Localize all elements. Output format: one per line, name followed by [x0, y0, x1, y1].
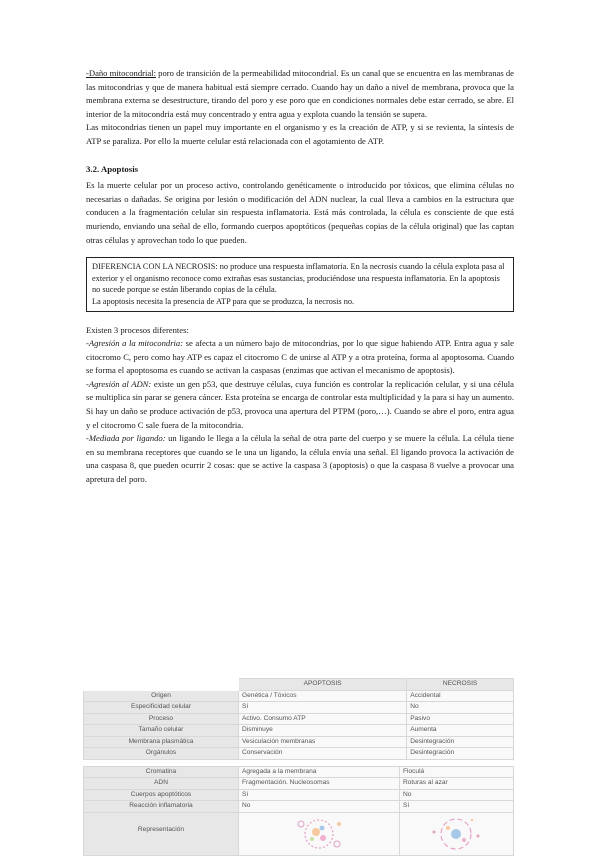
term-mitochondria-aggression: -Agresión a la mitocondria:	[86, 338, 184, 349]
apoptosis-value: Fragmentación. Nucleosomas	[239, 778, 400, 790]
paragraph-process-mitochondria	[86, 337, 514, 378]
necrosis-value: Floculá	[399, 766, 513, 778]
table-header-empty	[84, 679, 239, 691]
table-row	[84, 713, 514, 725]
table-row	[84, 778, 514, 790]
term-dna-aggression: -Agresión al ADN:	[86, 378, 152, 389]
document-body	[86, 67, 514, 487]
term-mitochondrial-damage: -Daño mitocondrial:	[86, 68, 156, 78]
necrosis-value: Desintegración	[407, 748, 514, 760]
row-label: ADN	[84, 778, 239, 790]
apoptosis-value: Disminuye	[239, 725, 407, 737]
table-row	[84, 690, 514, 702]
table-row	[84, 789, 514, 801]
row-label: Origen	[84, 690, 239, 702]
table-row	[84, 766, 514, 778]
paragraph-text: un ligando le llega a la célula la señal de otra parte del cuerpo y se muere la célula. La célula tiene en su membrana receptores que cuando se le una un ligando, la célula envía una señal. El ligando provoca la activación de una caspasa 8, que pueden ocurrir 2 cosas: que se active la caspasa 3 (apoptosis) o que la caspasa 8 vuelve a provocar una apretura del poro.	[86, 433, 514, 485]
table-header-row	[84, 679, 514, 691]
necrosis-value: Accidental	[407, 690, 514, 702]
apoptosis-value: Genética / Tóxicos	[239, 690, 407, 702]
box-line-2: La apoptosis necesita la presencia de ATP para que se produzca, la necrosis no.	[92, 296, 355, 306]
apoptosis-value: Vesiculación membranas	[239, 736, 407, 748]
table-row	[84, 725, 514, 737]
necrosis-value: Desintegración	[407, 736, 514, 748]
table-row	[84, 702, 514, 714]
comparison-tables	[83, 678, 514, 856]
row-label: Tamaño celular	[84, 725, 239, 737]
apoptosis-value: Activo. Consumo ATP	[239, 713, 407, 725]
apoptosis-value: Agregada a la membrana	[239, 766, 400, 778]
apoptosis-representation	[239, 812, 400, 855]
row-label: Cuerpos apoptóticos	[84, 789, 239, 801]
apoptosis-value: No	[239, 801, 400, 813]
apoptosis-value: Sí	[239, 702, 407, 714]
row-label: Membrana plasmática	[84, 736, 239, 748]
paragraph-apoptosis-definition: Es la muerte celular por un proceso activo, controlando genéticamente o introducido por tóxicos, que elimina células no necesarias o dañadas. Se origina por lesión o modificación del ADN nuclear, la cual lleva a cambios en la estructura que conducen a la fragmentación celular sin respuesta inflamatoria. Está más controlada, la célula es consciente de que está muriendo, enviando una señal de ello, formando cuerpos apoptóticos (pequeñas copias de la célula original) que las captan otras células y aprovechan todo lo que pueden.	[86, 180, 514, 245]
apoptosis-value: Sí	[239, 789, 400, 801]
section-heading-apoptosis: 3.2. Apoptosis	[86, 163, 139, 174]
necrosis-value: Pasivo	[407, 713, 514, 725]
paragraph-text: existe un gen p53, que destruye células, cuya función es controlar la replicación celular, y si una célula se multiplica sin parar se genera cáncer. Esta proteína se encarga de controlar esta multiplicidad y la para si hay un aumento. Si hay un daño se produce activación de p53, provoca una apertura del PTPM (poro,…). Cuando se abre el poro, entra agua y el citocromo C sale fuera de la mitocondria.	[86, 378, 514, 430]
table-row-representation	[84, 812, 514, 855]
row-label: Cromatina	[84, 766, 239, 778]
paragraph-process-dna	[86, 378, 514, 432]
row-label: Proceso	[84, 713, 239, 725]
necrosis-value: Roturas al azar	[399, 778, 513, 790]
paragraph-atp: Las mitocondrias tienen un papel muy importante en el organismo y es la creación de ATP, y si se revienta, la síntesis de ATP se paraliza. Por ello la muerte celular está relacionada con el agotamiento de ATP.	[86, 122, 514, 146]
table-header-apoptosis: APOPTOSIS	[239, 679, 407, 691]
paragraph-text: poro de transición de la permeabilidad mitocondrial. Es un canal que se encuentra en las membranas de las mitocondrias y que de manera habitual está siempre cerrado. Cuando hay un daño a nivel de membrana, provoca que la membrana externa se desestructure, tirando del poro y ese poro que en condiciones normales debe estar cerrado, se abre. El interior de la mitocondria está muy concentrado y entra agua y explota cuando la tensión se supera.	[86, 68, 514, 119]
table-header-necrosis: NECROSIS	[407, 679, 514, 691]
necrosis-value: No	[399, 789, 513, 801]
paragraph-mitochondrial-damage	[86, 67, 514, 121]
table-row	[84, 748, 514, 760]
box-line-1: DIFERENCIA CON LA NECROSIS: no produce una respuesta inflamatoria. En la necrosis cuando la célula explota pasa al exterior y el organismo reconoce como extrañas esas sustancias, produciéndose una respuesta inflamatoria. En la apoptosis no sucede porque se están liberando copias de la célula.	[92, 262, 505, 295]
paragraph-process-ligand	[86, 432, 514, 486]
comparison-table-2	[83, 766, 514, 856]
necrosis-value: Sí	[399, 801, 513, 813]
row-label: Representación	[84, 812, 239, 855]
comparison-table-1	[83, 678, 514, 760]
row-label: Reacción inflamatoria	[84, 801, 239, 813]
necrosis-representation	[399, 812, 513, 855]
necrosis-difference-box	[86, 257, 514, 311]
apoptosis-value: Conservación	[239, 748, 407, 760]
paragraph-three-processes: Existen 3 procesos diferentes:	[86, 324, 189, 335]
necrosis-value: No	[407, 702, 514, 714]
row-label: Especificidad celular	[84, 702, 239, 714]
table-row	[84, 801, 514, 813]
table-row	[84, 736, 514, 748]
term-ligand-mediated: -Mediada por ligando:	[86, 433, 166, 444]
necrosis-value: Aumenta	[407, 725, 514, 737]
paragraph-text: se afecta a un número bajo de mitocondrias, por lo que sigue habiendo ATP. Entra agua y sale citocromo C, pero como hay ATP es capaz el citocromo C de unirse al ATP y a otra proteína, forma al apoptosoma. Cuando se forma el apoptosoma es cuando se activan la caspasas (enzimas que activan el mecanismo de apoptosis).	[86, 338, 514, 376]
row-label: Orgánulos	[84, 748, 239, 760]
